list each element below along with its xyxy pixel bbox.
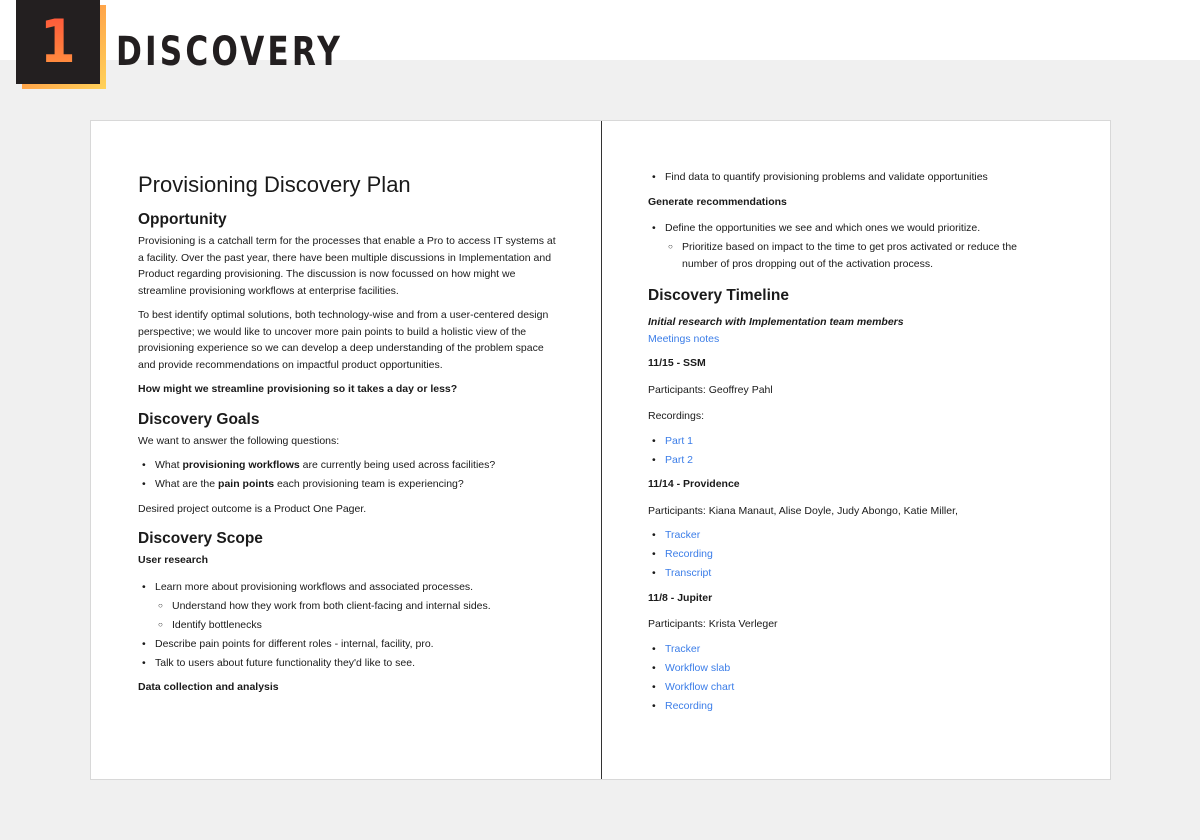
session-date: 11/8 - Jupiter	[648, 591, 713, 604]
subheading: Initial research with Implementation team members	[648, 316, 904, 328]
subheading: Data collection and analysis	[138, 681, 279, 693]
list	[648, 220, 1048, 272]
page-divider	[601, 121, 602, 779]
paragraph: Provisioning is a catchall term for the processes that enable a Pro to access IT systems at a facility. Over the past year, there have been multiple discussions in Implementation and Product regarding provisioning. The discussion is now focussed on how might we streamline provisioning workflows at enterprise facilities.	[138, 235, 556, 297]
section-number-badge	[16, 0, 100, 84]
hmw-question: How might we streamline provisioning so it takes a day or less?	[138, 383, 458, 395]
scope-heading: Discovery Scope	[138, 530, 263, 547]
document	[90, 120, 1111, 780]
recordings-label: Recordings:	[648, 410, 705, 422]
recording-link[interactable]: Recording	[665, 548, 713, 560]
list-item: • Define the opportunities we see and which ones we would prioritize.	[648, 220, 1048, 237]
goals-list	[138, 457, 558, 493]
list-item: • Learn more about provisioning workflows and associated processes.	[138, 579, 558, 596]
meetings-notes-link[interactable]: Meetings notes	[648, 332, 720, 345]
list	[648, 169, 1048, 186]
participants: Participants: Krista Verleger	[648, 618, 778, 630]
section-title: DISCOVERY	[116, 29, 344, 75]
list-item: • Talk to users about future functionality they'd like to see.	[138, 655, 558, 672]
tracker-link[interactable]: Tracker	[665, 642, 701, 655]
transcript-link[interactable]: Transcript	[665, 567, 712, 579]
tracker-link[interactable]: Tracker	[665, 529, 701, 541]
paragraph: To best identify optimal solutions, both technology-wise and from a user-centered design perspective; we would like to uncover more pain points to build a holistic view of the provisioning experience so we can develop a deep understanding of the problem space and provide recommendations on impactful product opportunities.	[138, 309, 549, 371]
part-1-link[interactable]: Part 1	[665, 434, 694, 447]
workflow-chart-link[interactable]: Workflow chart	[665, 680, 735, 693]
left-page	[138, 121, 558, 704]
goals-heading: Discovery Goals	[138, 410, 260, 428]
opportunity-heading: Opportunity	[138, 211, 227, 228]
participants: Participants: Geoffrey Pahl	[648, 383, 773, 396]
subheading: User research	[138, 554, 209, 566]
doc-title: Provisioning Discovery Plan	[138, 172, 411, 197]
paragraph: Desired project outcome is a Product One Pager.	[138, 502, 367, 515]
right-page	[648, 169, 1048, 722]
timeline-heading: Discovery Timeline	[648, 287, 790, 304]
list-item: • What are the pain points each provisioning team is experiencing?	[138, 476, 558, 493]
list-item: • What provisioning workflows are currently being used across facilities?	[138, 457, 558, 474]
participants: Participants: Kiana Manaut, Alise Doyle, Judy Abongo, Katie Miller,	[648, 504, 958, 517]
link-list	[648, 527, 1048, 582]
list-item: ○ Prioritize based on impact to the time to get pros activated or reduce the number of pros dropping out of the activation process.	[648, 239, 1048, 272]
section-number: 1	[40, 7, 76, 77]
subheading: Generate recommendations	[648, 195, 787, 208]
link-list	[648, 433, 1048, 469]
scope-list	[138, 579, 558, 672]
list-item: • Find data to quantify provisioning problems and validate opportunities	[648, 169, 1048, 186]
session-date: 11/14 - Providence	[648, 478, 740, 490]
part-2-link[interactable]: Part 2	[665, 453, 694, 466]
list-item: ○ Identify bottlenecks	[138, 617, 558, 634]
session-date: 11/15 - SSM	[648, 357, 706, 369]
workflow-slab-link[interactable]: Workflow slab	[665, 661, 731, 674]
list-item: ○ Understand how they work from both client-facing and internal sides.	[138, 598, 558, 615]
link-list	[648, 641, 1048, 715]
paragraph: We want to answer the following questions:	[138, 434, 340, 447]
list-item: • Describe pain points for different roles - internal, facility, pro.	[138, 636, 558, 653]
recording-link[interactable]: Recording	[665, 699, 713, 712]
